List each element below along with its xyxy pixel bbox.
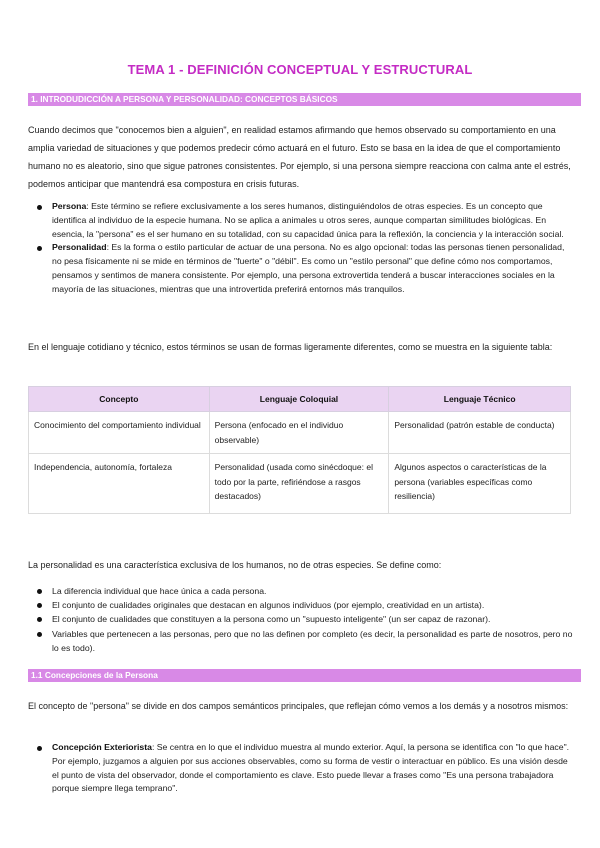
comparison-table — [28, 386, 571, 514]
concepciones-intro: El concepto de "persona" se divide en dos campos semánticos principales, que reflejan cómo vemos a los demás y a nosotros mismos: — [28, 701, 569, 711]
personality-definition-list — [28, 584, 573, 655]
term-persona: Persona — [52, 201, 87, 211]
list-item — [28, 200, 573, 241]
page-title: TEMA 1 - DEFINICIÓN CONCEPTUAL Y ESTRUCTURAL — [127, 62, 473, 77]
table-row — [29, 454, 571, 514]
table-header-row — [29, 387, 571, 412]
concepciones-list — [28, 741, 573, 796]
section-heading-concepciones: 1.1 Concepciones de la Persona — [28, 669, 581, 682]
definitions-list — [28, 200, 573, 297]
table-row — [29, 412, 571, 454]
term-concepcion-exteriorista-text: : Se centra en lo que el individuo muestra al mundo exterior. Aquí, la persona se identifica con "lo que hace". Por ejemplo, juzgamos a alguien por sus acciones observables, como su forma de vestir o interactuar en público. Es una visión desde el punto de vista del observador, donde el comportamiento es clave. Esto puede llevar a frases como "Es una persona trabajadora porque siempre llega temprano". — [52, 742, 570, 794]
table-cell: Conocimiento del comportamiento individual — [29, 412, 210, 454]
column-header: Lenguaje Técnico — [389, 387, 571, 412]
section-heading-introduccion: 1. INTRODUDICCIÓN A PERSONA Y PERSONALIDAD: CONCEPTOS BÁSICOS — [28, 93, 581, 106]
table-cell: Algunos aspectos o características de la persona (variables específicas como resiliencia) — [389, 454, 571, 514]
term-concepcion-exteriorista: Concepción Exteriorista — [52, 742, 152, 752]
table-cell: Personalidad (patrón estable de conducta) — [389, 412, 571, 454]
table-cell: Persona (enfocado en el individuo observable) — [209, 412, 389, 454]
term-personalidad-text: : Es la forma o estilo particular de actuar de una persona. No es algo opcional: todas las personas tienen personalidad, no pesa físicamente ni se mide en términos de "fuerte" o "débil". Es como un "estilo personal" que define cómo nos comportamos, pensamos y sentimos de manera consistente. Por ejemplo, una persona extrovertida tenderá a buscar interacciones sociales en la mayoría de las situaciones, mientras que una introvertida preferirá entornos más tranquilos. — [52, 242, 565, 294]
intro-paragraph: Cuando decimos que "conocemos bien a alguien", en realidad estamos afirmando que hemos observado su comportamiento en una amplia variedad de situaciones y que podemos predecir cómo actuará en el futuro. Esto se basa en la idea de que el comportamiento humano no es aleatorio, sino que sigue patrones consistentes. Por ejemplo, si una persona siempre reacciona con calma ante el estrés, podemos anticipar que mantendrá esa compostura en crisis futuras. — [28, 125, 571, 189]
column-header: Lenguaje Coloquial — [209, 387, 389, 412]
list-item: El conjunto de cualidades que constituyen a la persona como un "supuesto inteligente" (un ser capaz de razonar). — [28, 612, 573, 626]
list-item: El conjunto de cualidades originales que destacan en algunos individuos (por ejemplo, creatividad en un artista). — [28, 598, 573, 612]
term-persona-text: : Este término se refiere exclusivamente a los seres humanos, distinguiéndolos de otras especies. Es un concepto que identifica al individuo de la especie humana. No se aplica a animales u otros seres, aunque compartan similitudes biológicas. En esencia, la "persona" es el ser humano en su totalidad, con su capacidad única para la reflexión, la conciencia y la interacción social. — [52, 201, 564, 239]
personality-definition: La personalidad es una característica exclusiva de los humanos, no de otras especies. Se define como: — [28, 560, 442, 570]
term-personalidad: Personalidad — [52, 242, 107, 253]
list-item: La diferencia individual que hace única a cada persona. — [28, 584, 573, 598]
list-item — [28, 741, 573, 796]
table-cell: Personalidad (usada como sinécdoque: el todo por la parte, refiriéndose a rasgos destacados) — [209, 454, 389, 514]
list-item: Variables que pertenecen a las personas, pero que no las definen por completo (es decir, la personalidad es parte de nosotros, pero no lo es todo). — [28, 627, 573, 655]
column-header: Concepto — [29, 387, 210, 412]
table-intro-paragraph: En el lenguaje cotidiano y técnico, estos términos se usan de formas ligeramente diferentes, como se muestra en la siguiente tabla: — [28, 342, 553, 352]
table-cell: Independencia, autonomía, fortaleza — [29, 454, 210, 514]
list-item — [28, 241, 573, 296]
